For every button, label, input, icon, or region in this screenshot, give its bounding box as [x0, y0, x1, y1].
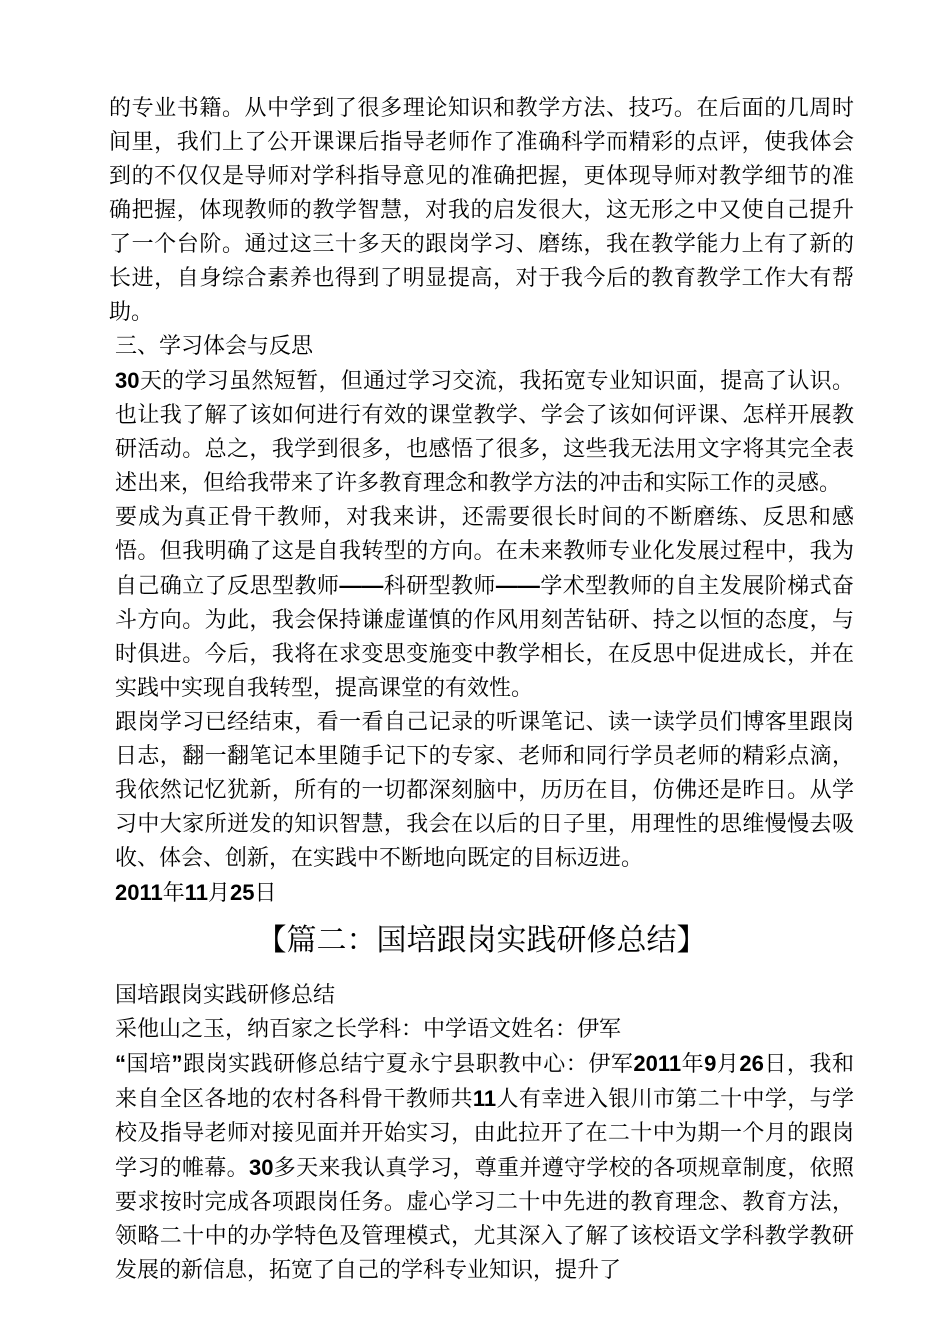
date-day: 25 [230, 880, 255, 905]
body-day: 26 [739, 1051, 764, 1076]
body-text-2: 年 [681, 1052, 705, 1077]
date-month: 11 [184, 880, 209, 905]
intro-paragraph: 的专业书籍。从中学到了很多理论知识和教学方法、技巧。在后面的几周时间里，我们上了公开课课后指导老师作了准确科学而精彩的点评，使我体会到的不仅仅是导师对学科指导意见的准确把握，更体现导师对教学细节的准确把握，体现教师的教学智慧，对我的启发很大，这无形之中又使自己提升了一个台阶。通过这三十多天的跟岗学习、磨练，我在教学能力上有了新的长进，自身综合素养也得到了明显提高，对于我今后的教育教学工作大有帮助。 [109, 96, 854, 325]
date-month-unit: 月 [208, 881, 231, 906]
body-text-4: 日，我和来自全区各地的农村各科骨干教师共 [115, 1052, 854, 1112]
section-two-title: 【篇二：国培跟岗实践研修总结】 [256, 923, 707, 958]
reflection-paragraph-2 [109, 501, 854, 706]
date-year-unit: 年 [162, 881, 185, 906]
reflection-text-2c: 学术型教师的自主发展阶梯式奋斗方向。为此，我会保持谦虚谨慎的作风用刻苦钻研、持之以恒的态度，与时俱进。今后，我将在求变思变施变中教学相长，在反思中促进成长，并在实践中实现自我转型，提高课堂的有效性。 [115, 574, 854, 701]
quote-word: 国培 [126, 1052, 172, 1077]
article-title: 国培跟岗实践研修总结 [115, 983, 336, 1008]
article-body-paragraph [109, 1047, 854, 1288]
date-line [109, 876, 854, 911]
document-page [109, 92, 854, 1288]
date-day-unit: 日 [254, 881, 277, 906]
number-30: 30 [115, 368, 140, 393]
date-year: 2011 [115, 880, 163, 905]
body-text-3: 月 [716, 1052, 740, 1077]
reflection-text-2a: 要成为真正骨干教师，对我来讲，还需要很长时间的不断磨练、反思和感悟。但我明确了这是自我转型的方向。在未来教师专业化发展过程中，我为自己确立了反思型教师 [115, 505, 854, 599]
em-dash-1: —— [339, 573, 384, 598]
reflection-text-2b: 科研型教师 [383, 574, 496, 599]
body-count: 11 [472, 1086, 497, 1111]
reflection-paragraph-1 [109, 364, 854, 501]
article-subtitle: 采他山之玉，纳百家之长学科：中学语文姓名：伊军 [115, 1017, 622, 1042]
body-year: 2011 [633, 1051, 682, 1076]
section-heading-3: 三、学习体会与反思 [115, 334, 314, 359]
body-month: 9 [704, 1051, 717, 1076]
body-text-5: 人有幸进入银川市第二十中学，与学校及指导老师对接见面并开始实习，由此拉开了在二十中为期一个月的跟岗学习的帷幕。 [115, 1087, 854, 1181]
em-dash-2: —— [495, 573, 540, 598]
body-text-6: 多天来我认真学习，尊重并遵守学校的各项规章制度，依照要求按时完成各项跟岗任务。虚心学习二十中先进的教育理念、教育方法，领略二十中的办学特色及管理模式，尤其深入了解了该校语文学科教学教研发展的新信息，拓宽了自己的学科专业知识，提升了 [115, 1156, 854, 1283]
quote-close: ” [171, 1051, 183, 1076]
body-days: 30 [248, 1155, 274, 1180]
quote-open: “ [115, 1051, 126, 1076]
reflection-text-1: 天的学习虽然短暂，但通过学习交流，我拓宽专业知识面，提高了认识。也让我了解了该如何进行有效的课堂教学、学会了该如何评课、怎样开展教研活动。总之，我学到很多，也感悟了很多，这些我无法用文字将其完全表述出来，但给我带来了许多教育理念和教学方法的冲击和实际工作的灵感。 [115, 369, 854, 496]
reflection-paragraph-3: 跟岗学习已经结束，看一看自己记录的听课笔记、读一读学员们博客里跟岗日志，翻一翻笔记本里随手记下的专家、老师和同行学员老师的精彩点滴，我依然记忆犹新，所有的一切都深刻脑中，历历在目，仿佛还是昨日。从学习中大家所迸发的知识智慧，我会在以后的日子里，用理性的思维慢慢去吸收、体会、创新，在实践中不断地向既定的目标迈进。 [115, 710, 854, 871]
body-text-1: 跟岗实践研修总结宁夏永宁县职教中心：伊军 [182, 1052, 634, 1077]
